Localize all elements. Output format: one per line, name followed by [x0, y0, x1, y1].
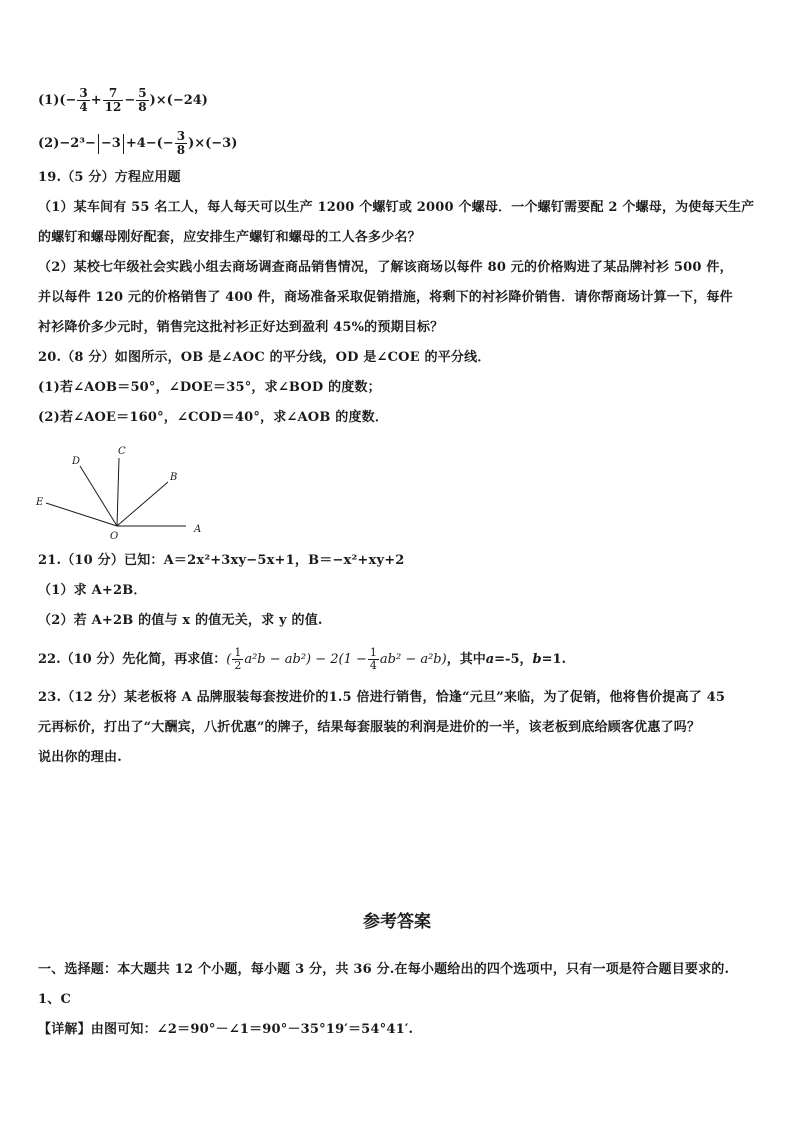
denominator: 4 — [369, 659, 377, 672]
label-C: C — [118, 446, 126, 457]
fraction — [77, 87, 89, 114]
numerator: 3 — [176, 129, 186, 143]
denominator: 4 — [79, 100, 88, 114]
q18-p1-label: (1)(− — [38, 92, 77, 108]
denominator: 8 — [138, 100, 147, 114]
q23-line2: 元再标价，打出了“大酬宾，八折优惠”的牌子，结果每套服装的利润是进价的一半，该老板到底给顾客优惠了吗？ — [38, 720, 701, 735]
fraction — [368, 647, 379, 672]
plus-sign: + — [90, 92, 102, 108]
answers-title: 参考答案 — [363, 912, 431, 932]
answer-1-detail: 【详解】由图可知：∠2＝90°－∠1＝90°－35°19′＝54°41′. — [38, 1022, 414, 1037]
q22-expr-mid: a²b − ab²) − 2(1 − — [244, 651, 367, 667]
q20-heading: 20.（8 分）如图所示，OB 是∠AOC 的平分线，OD 是∠COE 的平分线． — [38, 350, 491, 365]
ray-OB — [117, 482, 168, 526]
numerator: 1 — [234, 646, 242, 659]
numerator: 5 — [138, 86, 147, 100]
answer-1: 1、C — [38, 992, 71, 1007]
q19-p1-line2: 的螺钉和螺母刚好配套，应安排生产螺钉和螺母的工人各多少名？ — [38, 230, 421, 245]
q23-block — [38, 683, 760, 773]
q20-part1: (1)若∠AOB＝50°，∠DOE＝35°，求∠BOD 的度数； — [38, 380, 381, 395]
abs-bar-right — [123, 134, 124, 154]
fraction — [136, 87, 148, 114]
numerator: 3 — [79, 86, 88, 100]
q22-expr-end: ab² − a²b) — [379, 651, 447, 667]
variable-a: a — [485, 651, 495, 667]
q22-paren: ( — [226, 651, 232, 667]
q21-heading: 21.（10 分）已知：A＝2x²+3xy−5x+1，B＝−x²+xy+2 — [38, 553, 405, 568]
label-E: E — [36, 497, 44, 508]
minus-sign: − — [124, 92, 136, 108]
q21-block — [38, 546, 760, 636]
q21-part1: （1）求 A+2B． — [38, 583, 147, 598]
label-A: A — [194, 524, 202, 535]
value-a: =-5， — [494, 651, 533, 667]
q18-p1-tail: )×(−24) — [149, 92, 208, 108]
denominator: 8 — [176, 143, 186, 157]
q21-part2: （2）若 A+2B 的值与 x 的值无关，求 y 的值. — [38, 613, 323, 628]
q19-heading: 19.（5 分）方程应用题 — [38, 170, 181, 185]
q18-p2-label: (2)−2³− — [38, 135, 96, 151]
q22-line — [38, 647, 566, 672]
numerator: 1 — [369, 646, 377, 659]
label-B: B — [170, 472, 178, 483]
denominator: 12 — [104, 100, 122, 114]
fraction — [103, 87, 124, 114]
answers-block — [38, 955, 760, 1045]
fraction — [232, 647, 243, 672]
q22-heading: 22.（10 分）先化简，再求值： — [38, 651, 227, 667]
q18-p2-tail: )×(−3) — [188, 135, 238, 151]
denominator: 2 — [234, 659, 242, 672]
q18-part2 — [38, 130, 237, 157]
fraction — [175, 130, 187, 157]
q18-part1 — [38, 87, 208, 114]
abs-bar-left — [98, 134, 99, 154]
ray-OE — [46, 503, 117, 526]
q23-line3: 说出你的理由. — [38, 750, 122, 765]
q20-part2: (2)若∠AOE＝160°，∠COD＝40°，求∠AOB 的度数． — [38, 410, 389, 425]
variable-b: b — [532, 651, 542, 667]
q18-p2-mid: +4−(− — [125, 135, 174, 151]
value-b: =1. — [541, 651, 567, 667]
ray-OC — [117, 458, 119, 526]
q19-p1-line1: （1）某车间有 55 名工人，每人每天可以生产 1200 个螺钉或 2000 个螺母．一个螺钉需要配 2 个螺母，为使每天生产 — [38, 200, 755, 215]
q23-line1: 23.（12 分）某老板将 A 品牌服装每套按进价的1.5 倍进行销售，恰逢“元旦”来临，为了促销，他将售价提高了 45 — [38, 690, 726, 705]
abs-value: −3 — [100, 135, 121, 151]
q19-p2-line2: 并以每件 120 元的价格销售了 400 件，商场准备采取促销措施，将剩下的衬衫降价销售．请你帮商场计算一下，每件 — [38, 290, 733, 305]
angle-figure — [34, 442, 214, 542]
ray-OD — [80, 466, 117, 526]
q19-p2-line3: 衬衫降价多少元时，销售完这批衬衫正好达到盈利 45%的预期目标？ — [38, 320, 444, 335]
q19-block — [38, 163, 760, 433]
label-D: D — [72, 456, 81, 467]
numerator: 7 — [108, 86, 118, 100]
answers-section-heading: 一、选择题：本大题共 12 个小题，每小题 3 分，共 36 分.在每小题给出的四个选项中，只有一项是符合题目要求的. — [38, 962, 730, 977]
q22-condition-prefix: ，其中 — [446, 651, 486, 667]
q19-p2-line1: （2）某校七年级社会实践小组去商场调查商品销售情况，了解该商场以每件 80 元的价格购进了某品牌衬衫 500 件， — [38, 260, 733, 275]
label-O: O — [110, 531, 119, 542]
